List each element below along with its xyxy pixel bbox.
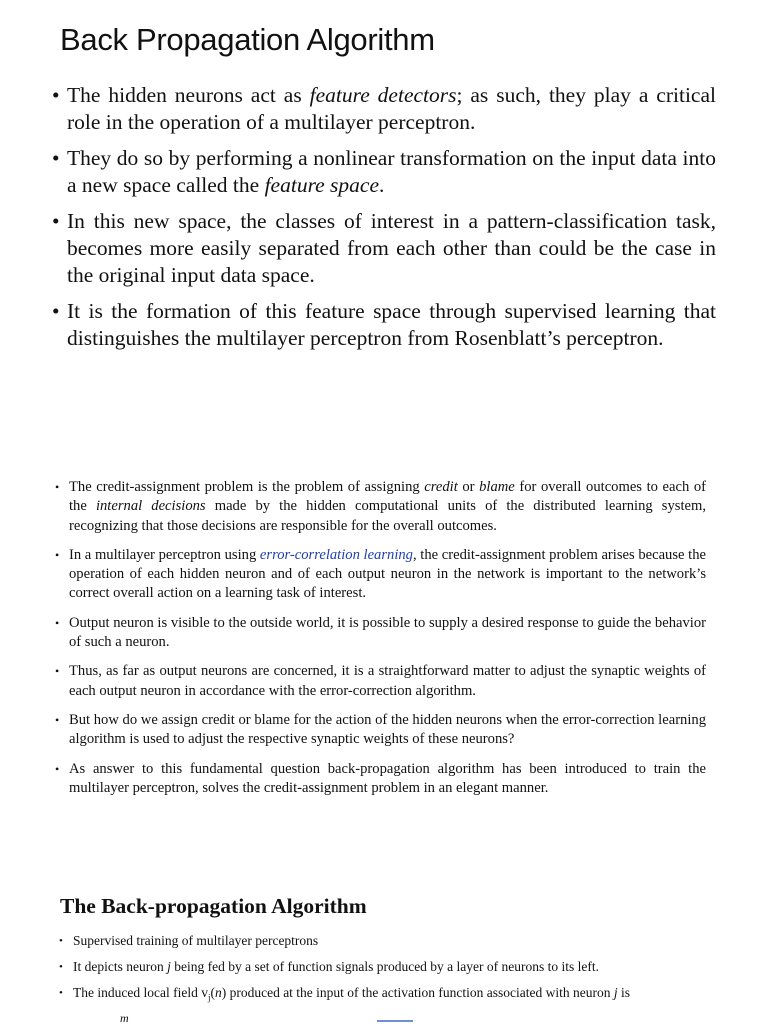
equation-summation-limit: m	[120, 1011, 129, 1025]
backprop-bullet-list	[59, 932, 719, 1015]
backprop-bullet: • It depicts neuron j being fed by a set of function signals produced by a layer of neurons to its left.	[59, 958, 719, 976]
intro-bullet: • The hidden neurons act as feature detectors; as such, they play a critical role in the operation of a multilayer perceptron.	[52, 82, 716, 136]
intro-bullet: • In this new space, the classes of interest in a pattern-classification task, becomes more easily separated from each other than could be the case in the original input data space.	[52, 208, 716, 289]
credit-bullet: • In a multilayer perceptron using error-correlation learning, the credit-assignment problem arises because the operation of each hidden neuron and of each output neuron in the network is important to the network’s correct overall action on a learning task of interest.	[55, 546, 706, 604]
credit-bullet: • As answer to this fundamental question back-propagation algorithm has been introduced to train the multilayer perceptron, solves the credit-assignment problem in an elegant manner.	[55, 760, 706, 799]
slide-title: Back Propagation Algorithm	[60, 22, 435, 57]
credit-bullet: • Output neuron is visible to the outside world, it is possible to supply a desired response to guide the behavior of such a neuron.	[55, 614, 706, 653]
intro-bullet-list	[52, 82, 716, 361]
section-title: The Back-propagation Algorithm	[60, 894, 367, 918]
backprop-bullet: • The induced local field $v_j(n)$ produced at the input of the activation function associated with neuron j is	[59, 984, 719, 1007]
highlight-term: error-correlation learning	[259, 546, 413, 563]
credit-bullet: • But how do we assign credit or blame for the action of the hidden neurons when the error-correction learning algorithm is used to adjust the respective synaptic weights of these neurons?	[55, 711, 706, 750]
intro-bullet: • They do so by performing a nonlinear transformation on the input data into a new space called the feature space.	[52, 145, 716, 199]
backprop-bullet: • Supervised training of multilayer perceptrons	[59, 932, 719, 950]
intro-bullet: • It is the formation of this feature space through supervised learning that distinguishes the multilayer perceptron from Rosenblatt’s perceptron.	[52, 298, 716, 352]
credit-bullet: • The credit-assignment problem is the problem of assigning credit or blame for overall outcomes to each of the internal decisions made by the hidden computational units of the distributed learning system, recognizing that those decisions are responsible for the overall outcomes.	[55, 478, 706, 536]
equation-fragment	[377, 1020, 413, 1022]
credit-bullet: • Thus, as far as output neurons are concerned, it is a straightforward matter to adjust the synaptic weights of each output neuron in accordance with the error-correction algorithm.	[55, 662, 706, 701]
credit-assignment-bullet-list	[55, 478, 706, 808]
